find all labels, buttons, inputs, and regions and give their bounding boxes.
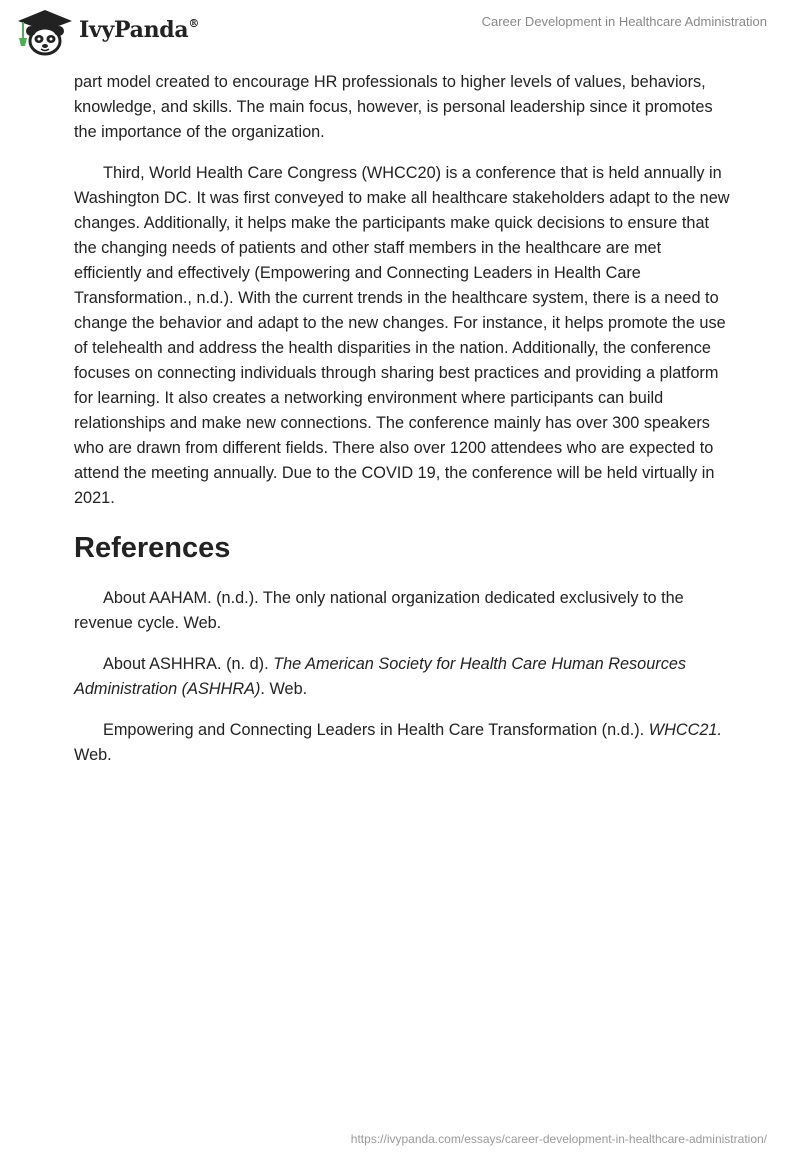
- brand-name[interactable]: [79, 17, 199, 43]
- registered-mark: ®: [188, 16, 200, 30]
- reference-item-3: [74, 718, 730, 768]
- body-paragraph-1: part model created to encourage HR professionals to higher levels of values, behaviors, knowledge, and skills. The main focus, however, is personal leadership since it promotes the importance of the organization.: [74, 73, 713, 141]
- reference-text: About AAHAM. (n.d.). The only national organization dedicated exclusively to the revenue cycle. Web.: [74, 589, 684, 632]
- panda-logo-icon[interactable]: [14, 8, 76, 56]
- source-url-link[interactable]: https://ivypanda.com/essays/career-development-in-healthcare-administration/: [350, 1132, 767, 1146]
- reference-text: About ASHHRA. (n. d).: [103, 655, 274, 673]
- reference-text: Empowering and Connecting Leaders in Health Care Transformation (n.d.).: [103, 721, 649, 739]
- reference-item-1: [74, 586, 730, 636]
- brand-text: IvyPanda: [79, 17, 189, 43]
- reference-title: The American Society for Health Care Human Resources Administration (ASHHRA): [74, 655, 687, 698]
- essay-content: [74, 70, 730, 784]
- reference-suffix: . Web.: [260, 680, 308, 698]
- body-paragraph-2: Third, World Health Care Congress (WHCC20) is a conference that is held annually in Washington DC. It was first conveyed to make all healthcare stakeholders adapt to the new changes. Additionally, it helps make the participants make quick decisions to ensure that the changing needs of patients and other staff members in the healthcare are met efficiently and effectively (Empowering and Connecting Leaders in Health Care Transformation., n.d.). With the current trends in the healthcare system, there is a need to change the behavior and adapt to the new changes. For instance, it helps promote the use of telehealth and address the health disparities in the nation. Additionally, the conference focuses on connecting individuals through sharing best practices and providing a platform for learning. It also creates a networking environment where participants can build relationships and make new connections. The conference mainly has over 300 speakers who are drawn from different fields. There also over 1200 attendees who are expected to attend the meeting annually. Due to the COVID 19, the conference will be held virtually in 2021.: [74, 164, 730, 507]
- reference-item-2: [74, 652, 730, 702]
- page-header: [0, 0, 800, 60]
- reference-title: WHCC21.: [648, 721, 722, 739]
- references-heading: References: [74, 532, 231, 564]
- document-title: Career Development in Healthcare Administration: [481, 14, 767, 29]
- reference-suffix: Web.: [74, 746, 112, 764]
